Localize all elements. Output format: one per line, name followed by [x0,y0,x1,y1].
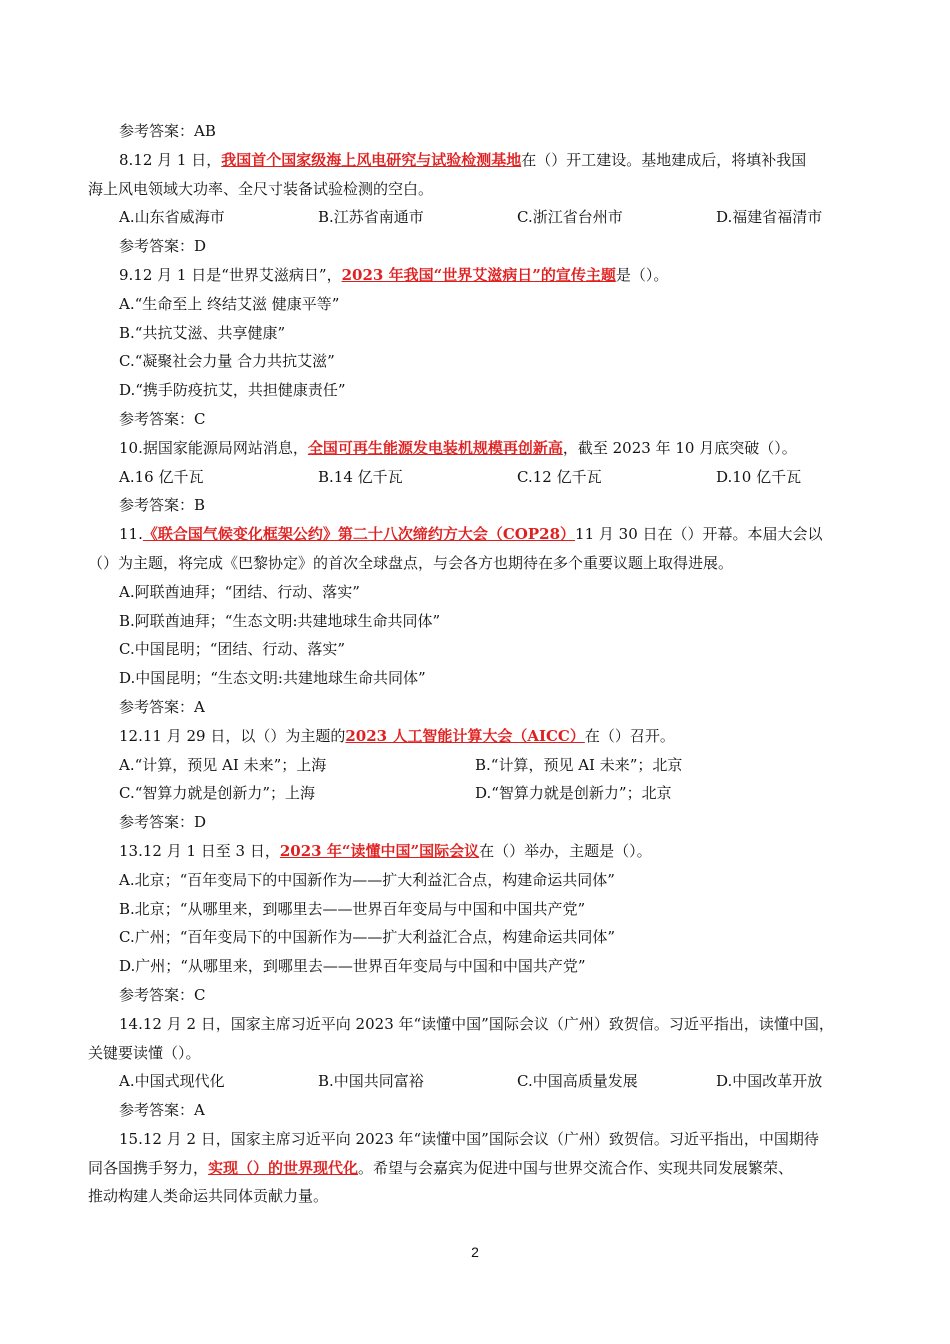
q8-option-d: D.福建省福清市 [716,208,823,227]
q9-option-c: C.“凝聚社会力量 合力共抗艾滋” [119,352,335,371]
page-number: 2 [471,1244,479,1260]
q8-options [88,203,868,232]
q9-highlight: 2023 年我国“世界艾滋病日”的宣传主题 [341,265,616,284]
q15-stem-cont: 同各国携手努力，实现（）的世界现代化。希望与会嘉宾为促进中国与世界交流合作、实现共同发展繁荣、 [88,1158,794,1177]
q11-highlight: 《联合国气候变化框架公约》第二十八次缔约方大会（COP28） [142,525,576,544]
q14-options [88,1067,868,1096]
q11-stem-cont: （）为主题，将完成《巴黎协定》的首次全球盘点，与会各方也期待在多个重要议题上取得进展。 [88,553,734,572]
q15-highlight: 实现（）的世界现代化 [208,1158,359,1177]
q15-stem: 15.12 月 2 日，国家主席习近平向 2023 年“读懂中国”国际会议（广州）致贺信。习近平指出，中国期待 [119,1129,819,1148]
q14-answer: 参考答案：A [119,1101,205,1120]
q10-highlight: 全国可再生能源发电装机规模再创新高 [307,438,563,457]
q12-option-c: C.“智算力就是创新力”；上海 [119,784,316,803]
q9-stem: 9.12 月 1 日是“世界艾滋病日”，2023 年我国“世界艾滋病日”的宣传主题是（）。 [119,265,669,284]
q12-options-row2 [88,779,868,808]
q14-stem: 14.12 月 2 日，国家主席习近平向 2023 年“读懂中国”国际会议（广州）致贺信。习近平指出，读懂中国， [119,1014,834,1033]
q8-stem-cont: 海上风电领域大功率、全尺寸装备试验检测的空白。 [88,179,434,198]
q15-stem-end: 推动构建人类命运共同体贡献力量。 [88,1187,329,1206]
q11-option-c: C.中国昆明；“团结、行动、落实” [119,640,346,659]
q12-option-a: A.“计算，预见 AI 未来”；上海 [119,755,327,774]
q11-option-d: D.中国昆明；“生态文明:共建地球生命共同体” [119,669,426,688]
q11-stem: 11.《联合国气候变化框架公约》第二十八次缔约方大会（COP28）11 月 30 日在（）开幕。本届大会以 [119,525,823,544]
q10-stem: 10.据国家能源局网站消息，全国可再生能源发电装机规模再创新高，截至 2023 年 10 月底突破（）。 [119,438,797,457]
q13-highlight: 2023 年“读懂中国”国际会议 [279,841,480,860]
q10-option-d: D.10 亿千瓦 [716,467,802,486]
q7-answer: 参考答案：AB [119,122,216,140]
q13-stem: 13.12 月 1 日至 3 日，2023 年“读懂中国”国际会议在（）举办，主题是（）。 [119,841,652,860]
q13-option-c: C.广州；“百年变局下的中国新作为——扩大利益汇合点，构建命运共同体” [119,928,616,947]
q11-option-a: A.阿联酋迪拜；“团结、行动、落实” [119,582,360,601]
q14-stem-cont: 关键要读懂（）。 [88,1043,201,1062]
q8-highlight: 我国首个国家级海上风电研究与试验检测基地 [221,150,522,169]
q14-option-b: B.中国共同富裕 [318,1072,424,1091]
q12-answer: 参考答案：D [119,813,207,832]
q13-option-a: A.北京；“百年变局下的中国新作为——扩大利益汇合点，构建命运共同体” [119,870,615,889]
q9-option-b: B.“共抗艾滋、共享健康” [119,323,286,342]
q12-options-row1 [88,751,868,780]
q12-option-b: B.“计算，预见 AI 未来”；北京 [475,755,683,774]
q9-option-a: A.“生命至上 终结艾滋 健康平等” [119,294,340,313]
q8-option-c: C.浙江省台州市 [517,208,623,227]
q14-option-d: D.中国改革开放 [716,1072,823,1091]
q13-option-b: B.北京；“从哪里来，到哪里去——世界百年变局与中国和中国共产党” [119,899,586,918]
q10-option-a: A.16 亿千瓦 [119,467,204,486]
q12-stem: 12.11 月 29 日，以（）为主题的2023 人工智能计算大会（AICC）在（）召开。 [119,726,675,745]
q14-option-a: A.中国式现代化 [119,1072,225,1091]
q11-option-b: B.阿联酋迪拜；“生态文明:共建地球生命共同体” [119,611,441,630]
q12-highlight: 2023 人工智能计算大会（AICC） [345,726,585,745]
q13-answer: 参考答案：C [119,985,206,1004]
q9-option-d: D.“携手防疫抗艾，共担健康责任” [119,381,346,400]
q8-stem: 8.12 月 1 日，我国首个国家级海上风电研究与试验检测基地在（）开工建设。基地建成后，将填补我国 [119,150,807,169]
q8-option-a: A.山东省威海市 [119,208,225,227]
question-list [88,117,868,1211]
q10-answer: 参考答案：B [119,496,206,515]
q8-option-b: B.江苏省南通市 [318,208,424,227]
q8-answer: 参考答案：D [119,237,207,256]
q12-option-d: D.“智算力就是创新力”；北京 [475,784,672,803]
q11-answer: 参考答案：A [119,697,205,716]
q10-option-c: C.12 亿千瓦 [517,467,602,486]
q9-answer: 参考答案：C [119,409,206,428]
q13-option-d: D.广州；“从哪里来，到哪里去——世界百年变局与中国和中国共产党” [119,957,586,976]
q10-option-b: B.14 亿千瓦 [318,467,403,486]
q14-option-c: C.中国高质量发展 [517,1072,638,1091]
q10-options [88,463,868,492]
